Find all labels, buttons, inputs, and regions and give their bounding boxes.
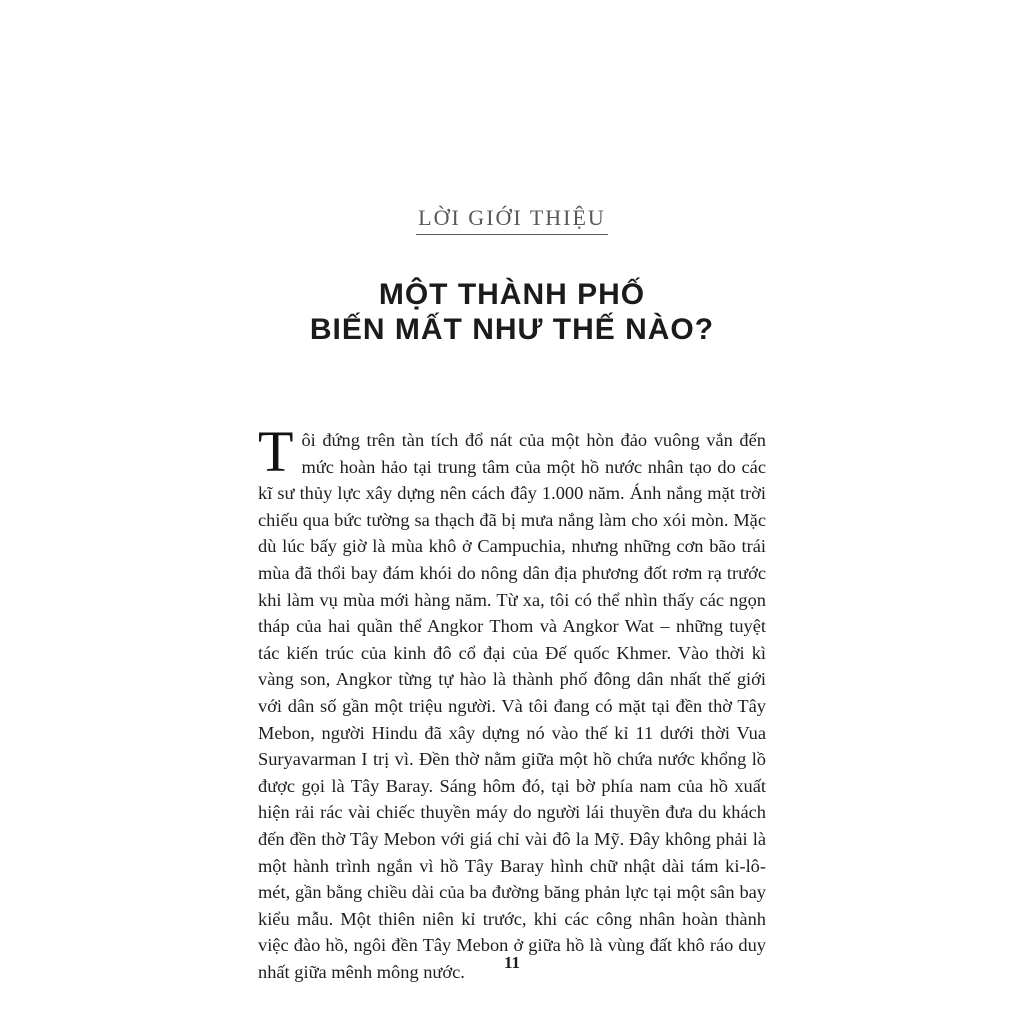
drop-cap: T bbox=[258, 419, 294, 484]
chapter-title bbox=[0, 277, 1024, 347]
paragraph-text: ôi đứng trên tàn tích đổ nát của một hòn đảo vuông vắn đến mức hoàn hảo tại trung tâm của một hồ nước nhân tạo do các kĩ sư thủy lực xây dựng nên cách đây 1.000 năm. Ánh nắng mặt trời chiếu qua bức tường sa thạch đã bị mưa nắng làm cho xói mòn. Mặc dù lúc bấy giờ là mùa khô ở Campuchia, nhưng những cơn bão trái mùa đã thổi bay đám khói do nông dân địa phương đốt rơm rạ trước khi làm vụ mùa mới hàng năm. Từ xa, tôi có thể nhìn thấy các ngọn tháp của hai quần thể Angkor Thom và Angkor Wat – những tuyệt tác kiến trúc của kinh đô cổ đại của Đế quốc Khmer. Vào thời kì vàng son, Angkor từng tự hào là thành phố đông dân nhất thế giới với dân số gần một triệu người. Và tôi đang có mặt tại đền thờ Tây Mebon, người Hindu đã xây dựng nó vào thế kỉ 11 dưới thời Vua Suryavarman I trị vì. Đền thờ nằm giữa một hồ chứa nước khổng lồ được gọi là Tây Baray. Sáng hôm đó, tại bờ phía nam của hồ xuất hiện rải rác vài chiếc thuyền máy do người lái thuyền đưa du khách đến đền thờ Tây Mebon với giá chỉ vài đô la Mỹ. Đây không phải là một hành trình ngắn vì hồ Tây Baray hình chữ nhật dài tám ki-lô-mét, gần bằng chiều dài của ba đường băng phản lực tại một sân bay kiểu mẫu. Một thiên niên kỉ trước, khi các công nhân hoàn thành việc đào hồ, ngôi đền Tây Mebon ở giữa hồ là vùng đất khô ráo duy nhất giữa mênh mông nước. bbox=[258, 430, 766, 982]
chapter-label: LỜI GIỚI THIỆU bbox=[416, 205, 608, 235]
chapter-title-line-2: BIẾN MẤT NHƯ THẾ NÀO? bbox=[309, 313, 715, 346]
body-paragraph bbox=[258, 419, 766, 985]
page-number: 11 bbox=[503, 953, 521, 972]
chapter-label-container bbox=[0, 205, 1024, 235]
chapter-title-line-1: MỘT THÀNH PHỐ bbox=[378, 278, 646, 311]
